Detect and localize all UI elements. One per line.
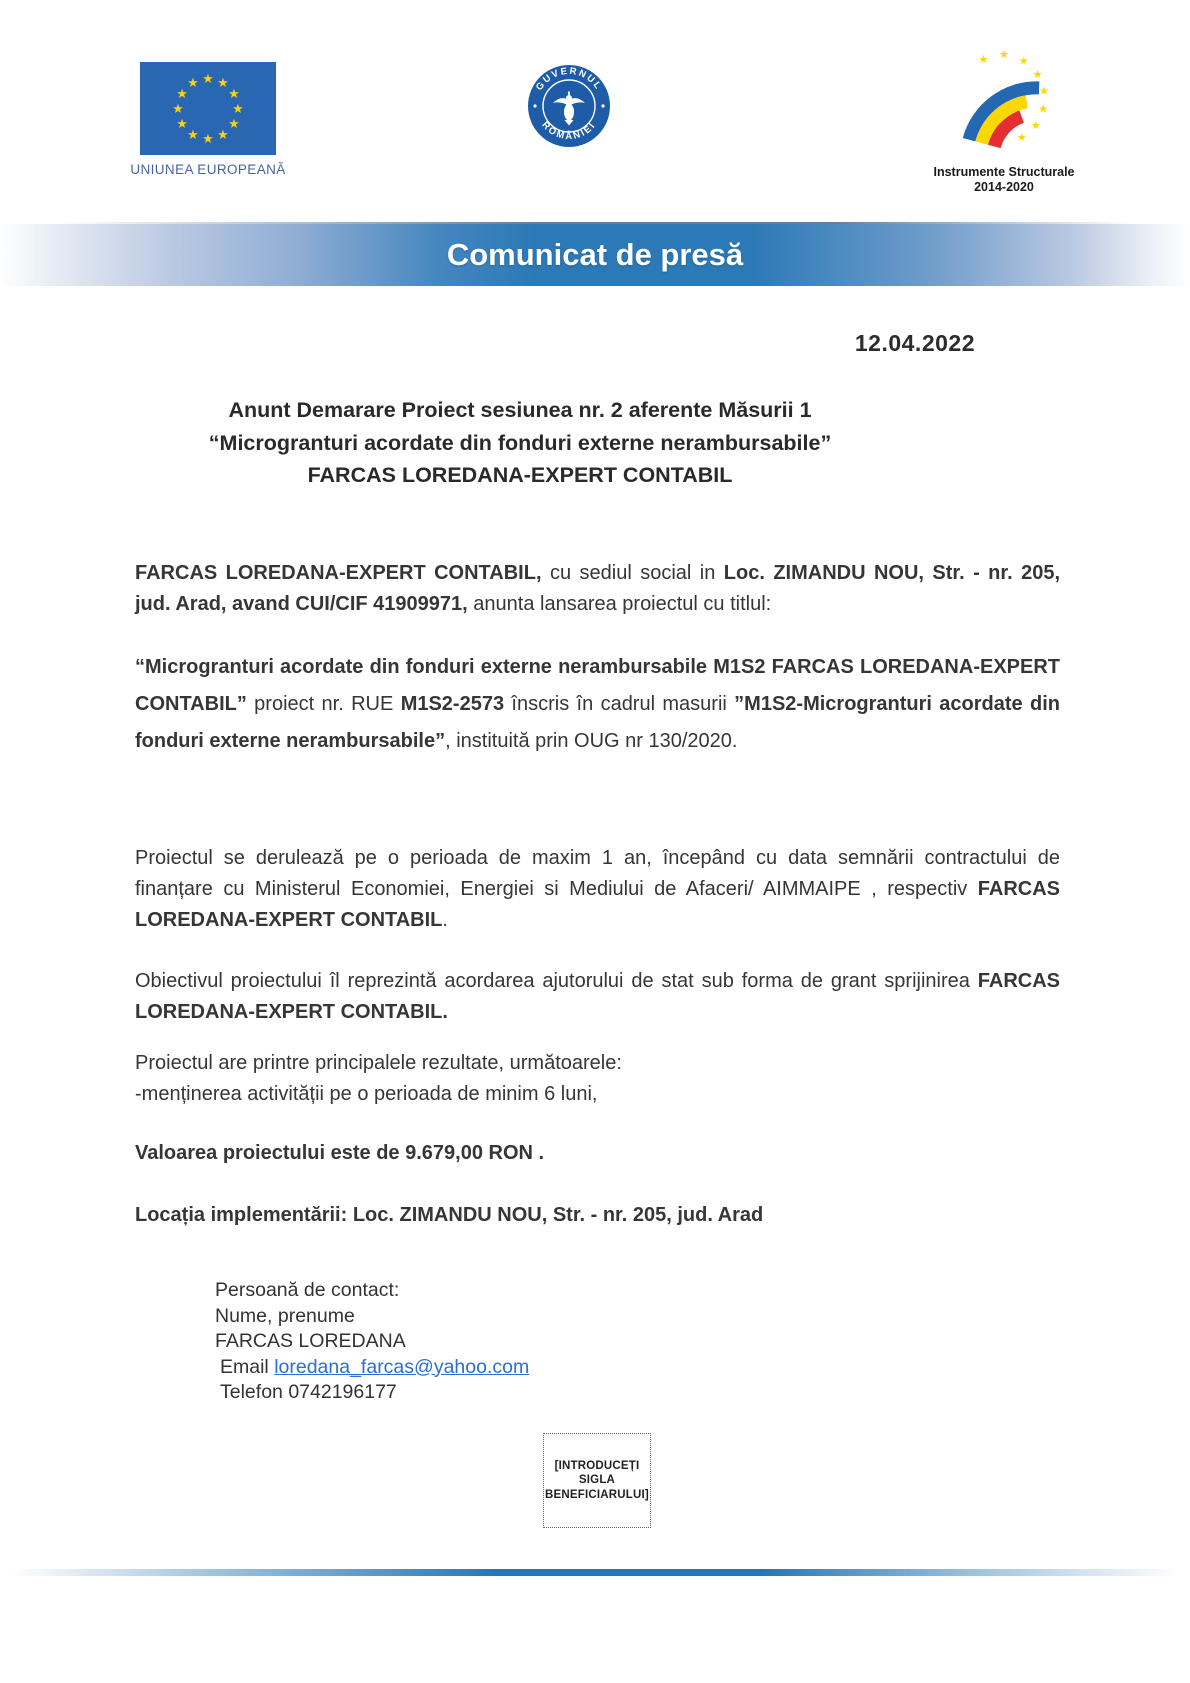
svg-text:★: ★ — [176, 86, 188, 101]
text-run: FARCAS LOREDANA-EXPERT CONTABIL — [135, 878, 1060, 931]
gov-seal-text-bottom: ROMÂNIEI — [539, 119, 599, 143]
email-link[interactable]: loredana_farcas@yahoo.com — [274, 1355, 530, 1378]
text-run: . — [442, 909, 448, 931]
paragraph-objective — [135, 966, 1060, 1028]
svg-text:★: ★ — [187, 126, 199, 142]
svg-text:★: ★ — [172, 101, 184, 116]
text-run: FARCAS LOREDANA-EXPERT CONTABIL. — [135, 970, 1060, 1023]
phone-number: 0742196177 — [288, 1381, 397, 1403]
svg-text:★: ★ — [1018, 55, 1029, 68]
text-run: “Microgranturi acordate din fonduri externe nerambursabile M1S2 FARCAS LOREDANA-EXPERT CONTABIL” — [135, 656, 1060, 715]
structural-instruments-logo-block — [914, 50, 1094, 195]
text-run: anunta lansarea proiectul cu titlul: — [467, 593, 772, 615]
contact-email-line — [215, 1355, 529, 1381]
svg-text:★: ★ — [187, 75, 199, 91]
email-label: Email — [220, 1355, 269, 1378]
paragraph-intro — [135, 558, 1060, 620]
contact-name: FARCAS LOREDANA — [215, 1330, 406, 1352]
text-run: cu sediul social in — [541, 562, 724, 584]
text-run: înscris în cadrul masurii — [504, 693, 735, 715]
svg-text:★: ★ — [217, 126, 229, 142]
svg-text:★: ★ — [978, 53, 989, 66]
svg-text:★: ★ — [217, 75, 229, 91]
svg-text:★: ★ — [1038, 103, 1049, 116]
title-line-1: Anunt Demarare Proiect sesiunea nr. 2 aferente Măsurii 1 — [228, 398, 812, 422]
paragraph-project-title — [135, 649, 1060, 760]
svg-text:★: ★ — [1030, 120, 1041, 133]
bottom-divider — [0, 1569, 1190, 1576]
contact-name-label: Nume, prenume — [215, 1304, 355, 1327]
contact-heading: Persoană de contact: — [215, 1279, 400, 1301]
text-run: FARCAS LOREDANA-EXPERT CONTABIL, — [135, 562, 542, 584]
svg-text:★: ★ — [176, 116, 188, 131]
svg-text:★: ★ — [202, 71, 214, 86]
text-run: Loc. ZIMANDU NOU, Str. - nr. 205, jud. Arad, avand CUI/CIF 41909971, — [135, 562, 1060, 615]
contact-block — [215, 1278, 529, 1406]
text-run: ”M1S2-Microgranturi acordate din fonduri externe nerambursabile” — [135, 693, 1061, 752]
results-line-1: Proiectul are printre principalele rezultate, următoarele: — [135, 1052, 622, 1074]
banner-title: Comunicat de presă — [446, 237, 744, 272]
structural-instruments-caption: Instrumente Structurale 2014-2020 — [933, 165, 1075, 194]
text-run: Proiectul se derulează pe o perioada de maxim 1 an, începând cu data semnării contractului de finanțare cu Ministerul Economiei, Energiei si Mediului de Afaceri/ AIMMAIPE , respectiv — [135, 847, 1060, 900]
text-run: , instituită prin OUG nr 130/2020. — [445, 730, 738, 752]
eu-flag-icon — [140, 62, 276, 155]
eu-logo-caption: UNIUNEA EUROPEANĂ — [130, 162, 286, 177]
results-line-2: -menținerea activității pe o perioada de minim 6 luni, — [135, 1083, 598, 1105]
eu-logo-block — [123, 62, 293, 177]
svg-text:★: ★ — [232, 101, 244, 116]
press-release-banner — [0, 224, 1190, 286]
paragraph-results — [135, 1048, 1060, 1110]
gov-romania-seal-icon — [527, 64, 611, 148]
structural-instruments-icon — [948, 50, 1060, 163]
title-line-2: “Microgranturi acordate din fonduri externe nerambursabile” — [208, 430, 832, 455]
contact-phone-line — [215, 1380, 529, 1406]
svg-text:★: ★ — [202, 131, 214, 146]
beneficiary-logo-placeholder — [543, 1433, 651, 1528]
text-run: Obiectivul proiectului îl reprezintă acordarea ajutorului de stat sub forma de grant sprijinirea — [135, 970, 978, 992]
placeholder-text: [INTRODUCEȚI SIGLA BENEFICIARULUI] — [545, 1459, 649, 1501]
paragraph-duration — [135, 843, 1060, 936]
document-title — [135, 394, 905, 492]
paragraph-implementation-location: Locația implementării: Loc. ZIMANDU NOU, Str. - nr. 205, jud. Arad — [135, 1204, 764, 1226]
phone-label: Telefon — [220, 1381, 283, 1403]
gov-seal-text-top: GUVERNUL — [533, 65, 605, 93]
svg-text:★: ★ — [1039, 85, 1050, 98]
svg-text:★: ★ — [998, 50, 1010, 62]
paragraph-project-value: Valoarea proiectului este de 9.679,00 RON . — [135, 1142, 545, 1164]
svg-text:★: ★ — [1032, 68, 1043, 81]
svg-text:★: ★ — [228, 116, 240, 131]
text-run: proiect nr. RUE — [246, 693, 401, 715]
document-date: 12.04.2022 — [854, 330, 975, 356]
svg-text:★: ★ — [1016, 132, 1027, 145]
title-line-3: FARCAS LOREDANA-EXPERT CONTABIL — [307, 463, 733, 487]
svg-text:★: ★ — [228, 86, 240, 101]
text-run: M1S2-2573 — [400, 693, 505, 715]
